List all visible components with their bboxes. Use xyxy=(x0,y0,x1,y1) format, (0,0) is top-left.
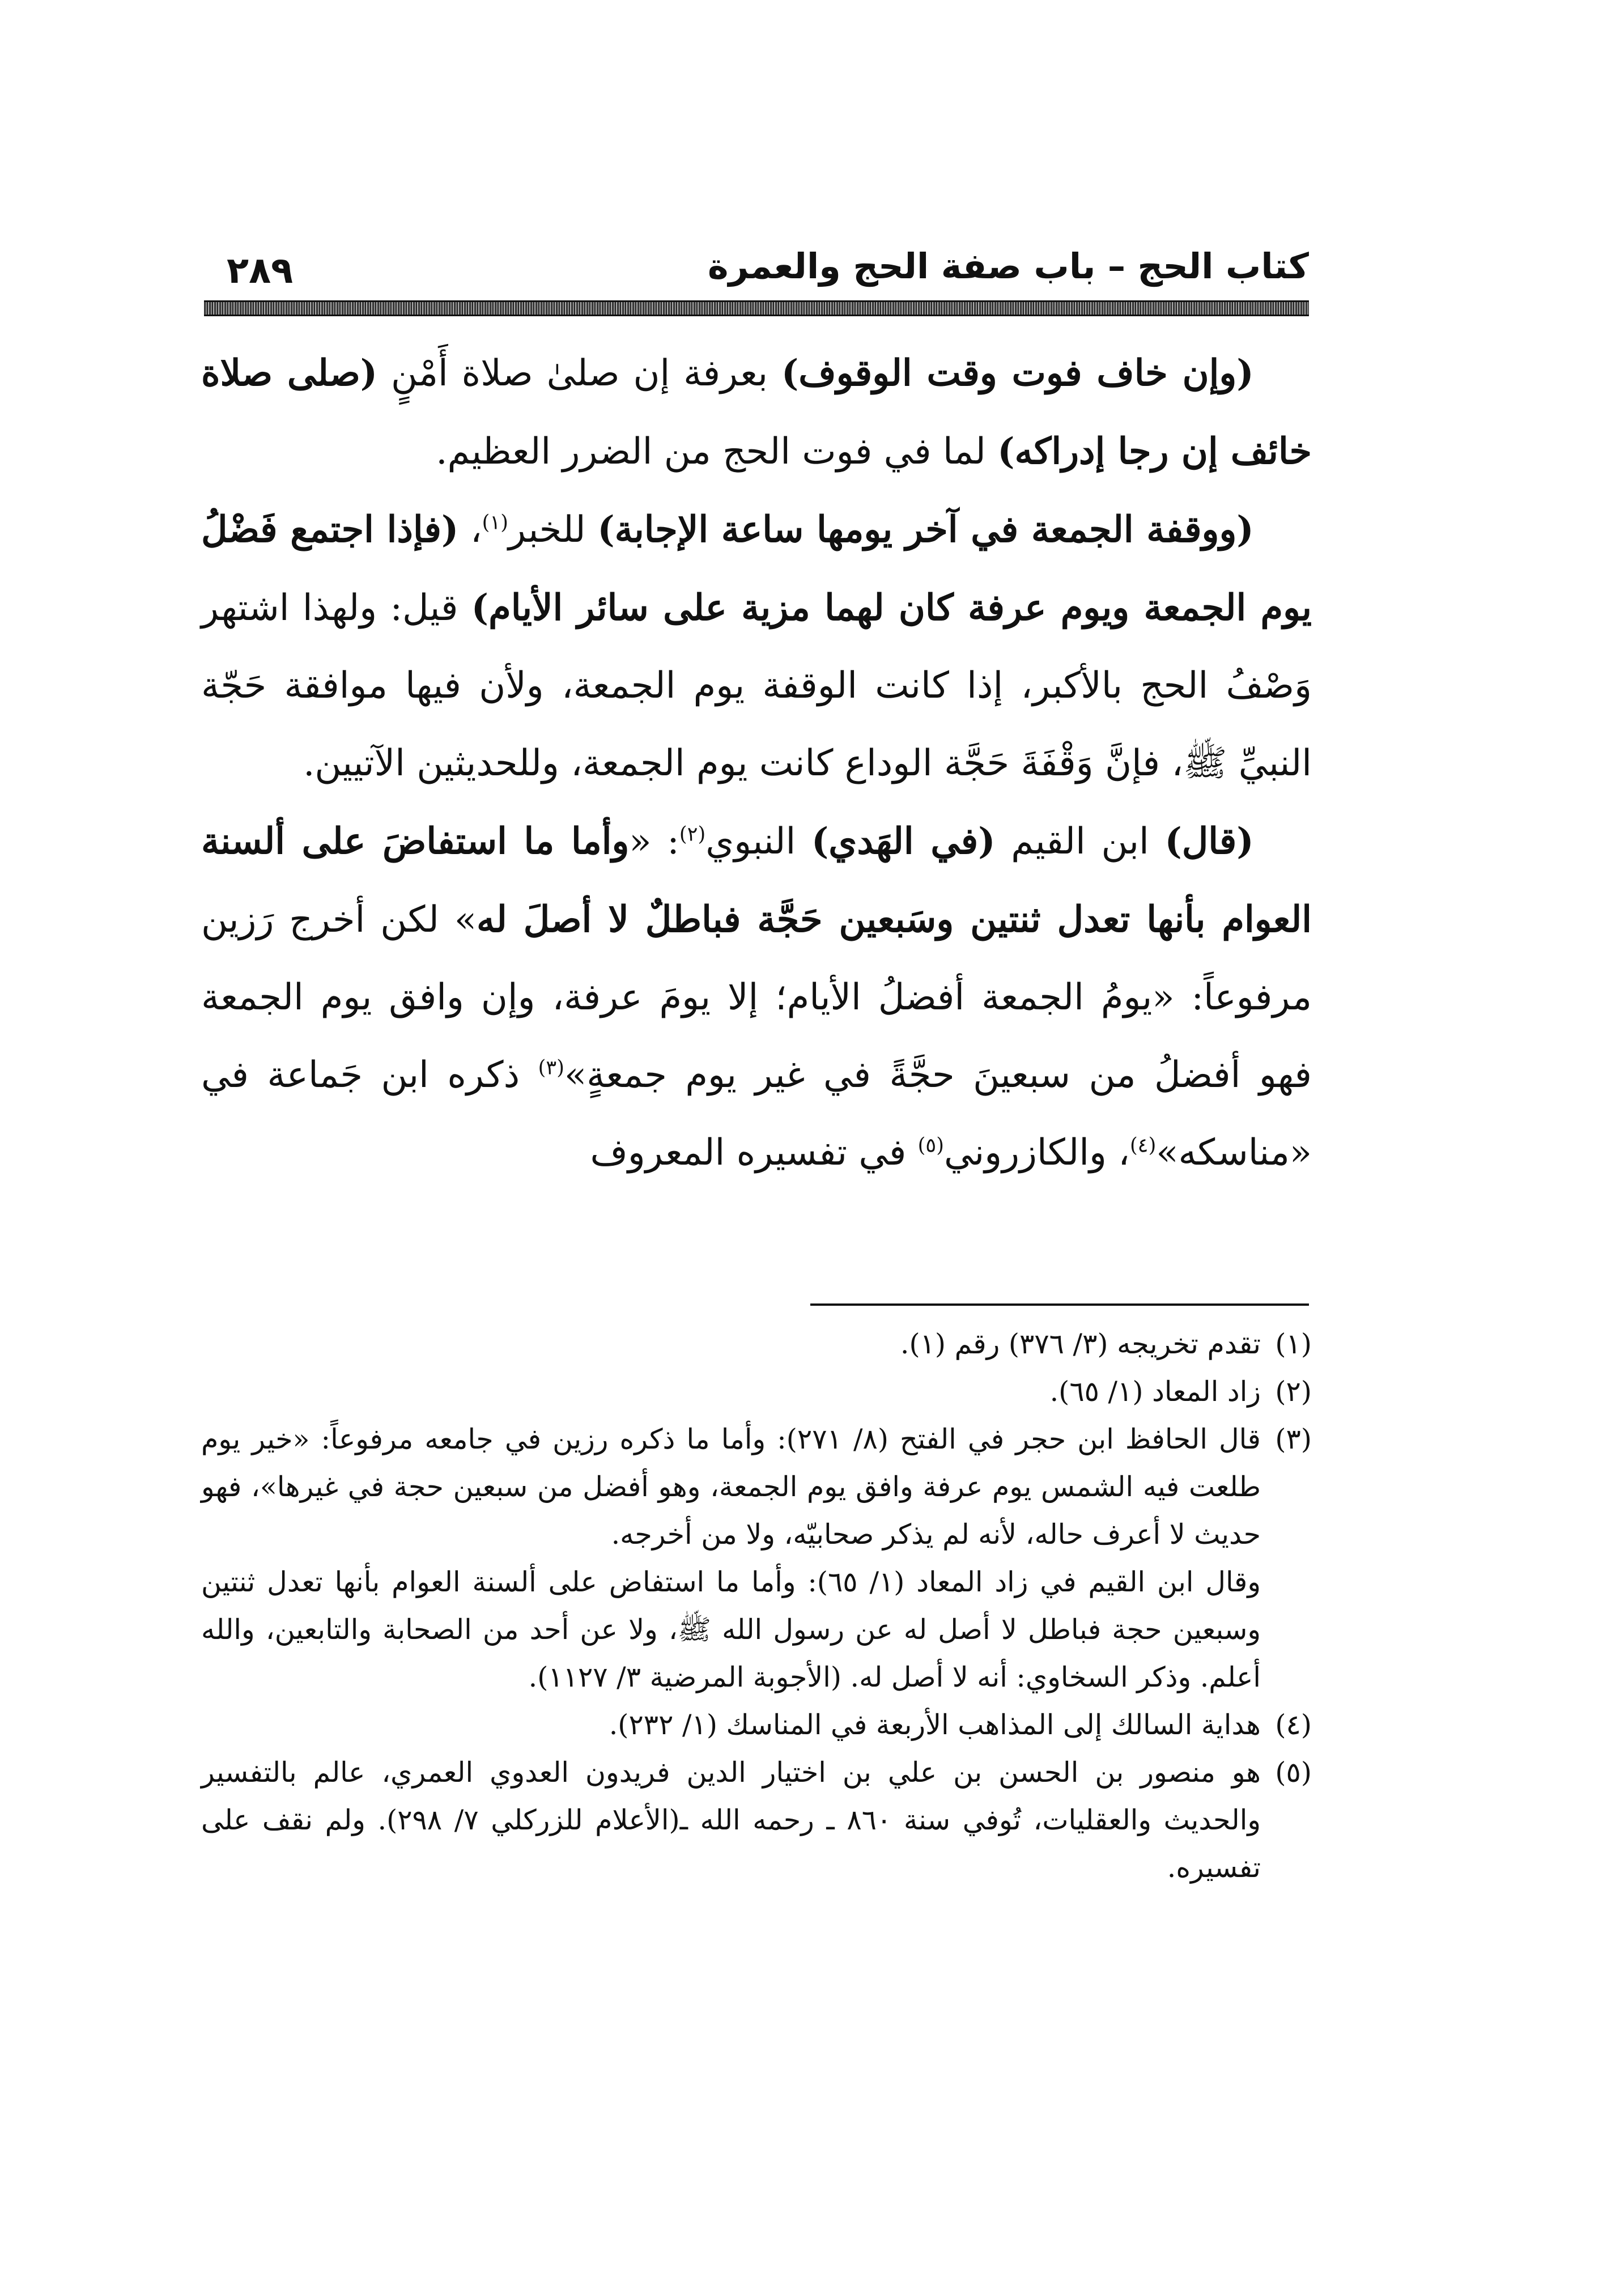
footnote-number: (٤) xyxy=(1275,1709,1312,1741)
footnote-ref[interactable]: (٥) xyxy=(917,1133,945,1157)
sharh-text: للخبر xyxy=(508,509,598,551)
page-header xyxy=(204,238,1309,300)
matn-phrase: وإن خاف فوت وقت الوقوف) xyxy=(781,352,1237,394)
sharh-text: قيل: ولهذا اشتهر وَصْفُ الحج بالأكبر، إذا كانت الوقفة يوم الجمعة، ولأن فيها موافقة حَجّة النبيِّ ﷺ، فإنَّ وَقْفَةَ حَجَّة الوداع كانت يوم الجمعة، وللحديثين الآتيين. xyxy=(201,587,1312,784)
footnote-number: (١) xyxy=(1275,1328,1312,1360)
footnote-number: (٢) xyxy=(1275,1375,1312,1408)
paragraph-3 xyxy=(201,802,1312,1192)
footnote-number: (٥) xyxy=(1275,1756,1312,1789)
page-number: ٢٨٩ xyxy=(227,250,294,292)
footnote-divider xyxy=(810,1303,1309,1306)
running-title: كتاب الحج – باب صفة الحج والعمرة xyxy=(707,245,1309,287)
footnote xyxy=(201,1416,1312,1701)
footnote-ref[interactable]: (١) xyxy=(482,511,509,534)
punctuation: : « xyxy=(629,821,679,863)
sharh-text: في تفسيره المعروف xyxy=(590,1132,918,1174)
footnote xyxy=(201,1749,1312,1892)
footnote xyxy=(201,1368,1312,1416)
footnote xyxy=(201,1320,1312,1368)
footnote-number: (٣) xyxy=(1275,1423,1312,1455)
footnotes xyxy=(201,1320,1312,1892)
header-divider xyxy=(204,300,1309,316)
sharh-text: لما في فوت الحج من الضرر العظيم. xyxy=(436,431,998,473)
footnote-ref[interactable]: (٣) xyxy=(538,1056,565,1080)
main-text xyxy=(201,334,1312,1192)
sharh-text: بعرفة إن صلىٰ صلاة أَمْنٍ xyxy=(377,353,781,394)
footnote-text: هو منصور بن الحسن بن علي بن اختيار الدين فريدون العدوي العمري، عالم بالتفسير والحديث والعقليات، تُوفي سنة ٨٦٠ ـ رحمه الله ـ(الأعلام للزركلي ٧/ ٢٩٨). ولم نقف على تفسيره. xyxy=(201,1756,1261,1884)
punctuation: ، xyxy=(458,509,482,551)
sharh-text: النبوي xyxy=(705,821,811,863)
sharh-text: ، والكازروني xyxy=(944,1132,1130,1174)
matn-text: (صلى صلاة خائف إن رجا إدراكه) xyxy=(201,352,1312,473)
footnote-text: تقدم تخريجه (٣/ ٣٧٦) رقم (١). xyxy=(900,1328,1261,1360)
matn-text: (قال) xyxy=(1164,820,1254,863)
paragraph-1 xyxy=(201,334,1312,491)
matn-text: (ووقفة الجمعة في آخر يومها ساعة الإجابة) xyxy=(597,508,1254,551)
footnote-ref[interactable]: (٤) xyxy=(1129,1133,1157,1157)
footnote-text: وقال ابن القيم في زاد المعاد (١/ ٦٥): وأما ما استفاض على ألسنة العوام بأنها تعدل ثنتين وسبعين حجة فباطل لا أصل له عن رسول الله ﷺ، ولا عن أحد من الصحابة والتابعين، والله أعلم. وذكر السخاوي: أنه لا أصل له. (الأجوبة المرضية ٣/ ١١٢٧). xyxy=(201,1566,1261,1693)
sharh-text: » لكن أخرج رَزين مرفوعاً: «يومُ الجمعة أفضلُ الأيام؛ إلا يومَ عرفة، وإن وافق يوم الجمعة فهو أفضلُ من سبعينَ حجَّةً في غير يوم جمعةٍ» xyxy=(201,899,1312,1096)
paragraph-2 xyxy=(201,491,1312,802)
sharh-text: ابن القيم xyxy=(995,821,1165,863)
quoted-text: وأما ما استفاضَ على ألسنة العوام بأنها تعدل ثنتين وسَبعين حَجَّة فباطلٌ لا أصلَ له xyxy=(201,820,1312,941)
footnote-ref[interactable]: (٢) xyxy=(679,822,706,846)
footnote-text: هداية السالك إلى المذاهب الأربعة في المناسك (١/ ٢٣٢). xyxy=(609,1709,1261,1741)
matn-text: (فإذا اجتمع فَضْلُ يوم الجمعة ويوم عرفة كان لهما مزية على سائر الأيام) xyxy=(201,508,1312,629)
footnote-text: قال الحافظ ابن حجر في الفتح (٨/ ٢٧١): وأما ما ذكره رزين في جامعه مرفوعاً: «خير يوم طلعت فيه الشمس يوم عرفة وافق يوم الجمعة، وهو أفضل من سبعين حجة في غيرها»، فهو حديث لا أعرف حاله، لأنه لم يذكر صحابيّه، ولا من أخرجه. xyxy=(201,1423,1261,1551)
sharh-text: ذكره ابن جَماعة في «مناسكه» xyxy=(201,1054,1312,1174)
matn-text: (وإن خاف فوت وقت الوقوف) xyxy=(781,352,1254,394)
footnote xyxy=(201,1701,1312,1749)
matn-text: (في الهَدي) xyxy=(811,820,996,863)
footnote-text: زاد المعاد (١/ ٦٥). xyxy=(1049,1375,1261,1408)
